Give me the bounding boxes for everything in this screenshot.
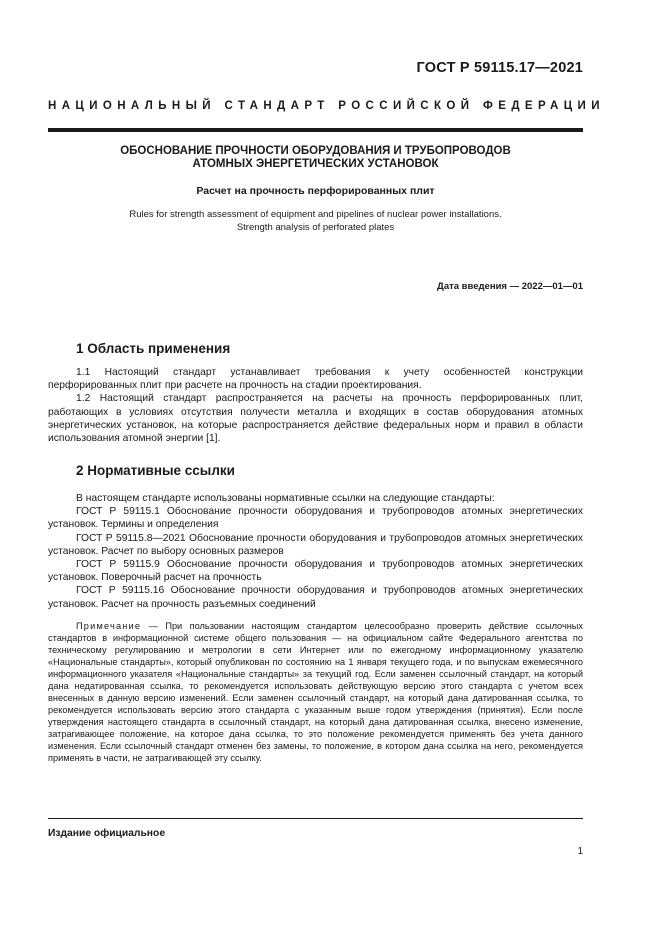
document-number: ГОСТ Р 59115.17—2021 bbox=[416, 60, 583, 76]
english-title-line-2: Strength analysis of perforated plates bbox=[236, 221, 395, 233]
note-paragraph bbox=[48, 620, 583, 764]
note-label: Примечание bbox=[76, 621, 142, 631]
note-block bbox=[48, 620, 583, 764]
section-1-body bbox=[48, 366, 583, 445]
title-line-1: ОБОСНОВАНИЕ ПРОЧНОСТИ ОБОРУДОВАНИЯ И ТРУБОПРОВОДОВ bbox=[120, 145, 511, 157]
page-number: 1 bbox=[577, 846, 583, 857]
official-edition-label: Издание официальное bbox=[48, 828, 166, 839]
section-2-heading: 2 Нормативные ссылки bbox=[76, 463, 235, 478]
section-2-body bbox=[48, 492, 583, 611]
national-standard-banner: НАЦИОНАЛЬНЫЙ СТАНДАРТ РОССИЙСКОЙ ФЕДЕРАЦИИ bbox=[48, 100, 605, 112]
introduction-date: Дата введения — 2022—01—01 bbox=[437, 281, 583, 292]
reference-item: ГОСТ Р 59115.9 Обоснование прочности оборудования и трубопроводов атомных энергетических установок. Поверочный расчет на прочность bbox=[48, 559, 583, 584]
english-title bbox=[48, 209, 583, 234]
document-title bbox=[48, 145, 583, 171]
english-title-line-1: Rules for strength assessment of equipment and pipelines of nuclear power installations. bbox=[129, 209, 502, 220]
title-line-2: АТОМНЫХ ЭНЕРГЕТИЧЕСКИХ УСТАНОВОК bbox=[192, 158, 439, 170]
paragraph: 1.1 Настоящий стандарт устанавливает требования к учету особенностей конструкции перфорированных плит при расчете на прочность на стадии проектирования. bbox=[48, 367, 583, 392]
paragraph: В настоящем стандарте использованы нормативные ссылки на следующие стандарты: bbox=[76, 493, 495, 504]
reference-item: ГОСТ Р 59115.8—2021 Обоснование прочности оборудования и трубопроводов атомных энергетических установок. Расчет по выбору основных размеров bbox=[48, 532, 583, 557]
paragraph: 1.2 Настоящий стандарт распространяется на расчеты на прочность перфорированных плит, работающих в условиях отсутствия получести металла и входящих в состав оборудования атомных энергетических установок, на которые распространяется действие федеральных норм и правил в области использования атомной энергии [1]. bbox=[48, 393, 583, 445]
header-divider bbox=[48, 128, 583, 132]
reference-item: ГОСТ Р 59115.16 Обоснование прочности оборудования и трубопроводов атомных энергетических установок. Расчет на прочность разъемных соединений bbox=[48, 585, 583, 610]
section-1-heading: 1 Область применения bbox=[76, 341, 231, 356]
note-text: — При пользовании настоящим стандартом целесообразно проверить действие ссылочных стандартов в информационной системе общего пользования — на официальном сайте Федерального агентства по техническому регулированию и метрологии в сети Интернет или по ежегодному информационному указателю «Национальные стандарты», который опубликован по состоянию на 1 января текущего года, и по выпускам ежемесячного информационного указателя «Национальные стандарты» за текущий год. Если заменен ссылочный стандарт, на который дана недатированная ссылка, то рекомендуется использовать действующую версию этого стандарта с учетом всех внесенных в данную версию изменений. Если заменен ссылочный стандарт, на который дана датированная ссылка, то рекомендуется использовать версию этого стандарта с указанным выше годом утверждения (принятия). Если после утверждения настоящего стандарта в ссылочный стандарт, на который дана датированная ссылка, внесено изменение, затрагивающее положение, на которое дана ссылка, то это положение рекомендуется применять без учета данного изменения. Если ссылочный стандарт отменен без замены, то положение, в котором дана ссылка на него, рекомендуется применять в части, не затрагивающей эту ссылку. bbox=[48, 621, 583, 763]
footer-divider bbox=[48, 818, 583, 819]
reference-item: ГОСТ Р 59115.1 Обоснование прочности оборудования и трубопроводов атомных энергетических установок. Термины и определения bbox=[48, 506, 583, 531]
document-subtitle: Расчет на прочность перфорированных плит bbox=[196, 185, 435, 197]
